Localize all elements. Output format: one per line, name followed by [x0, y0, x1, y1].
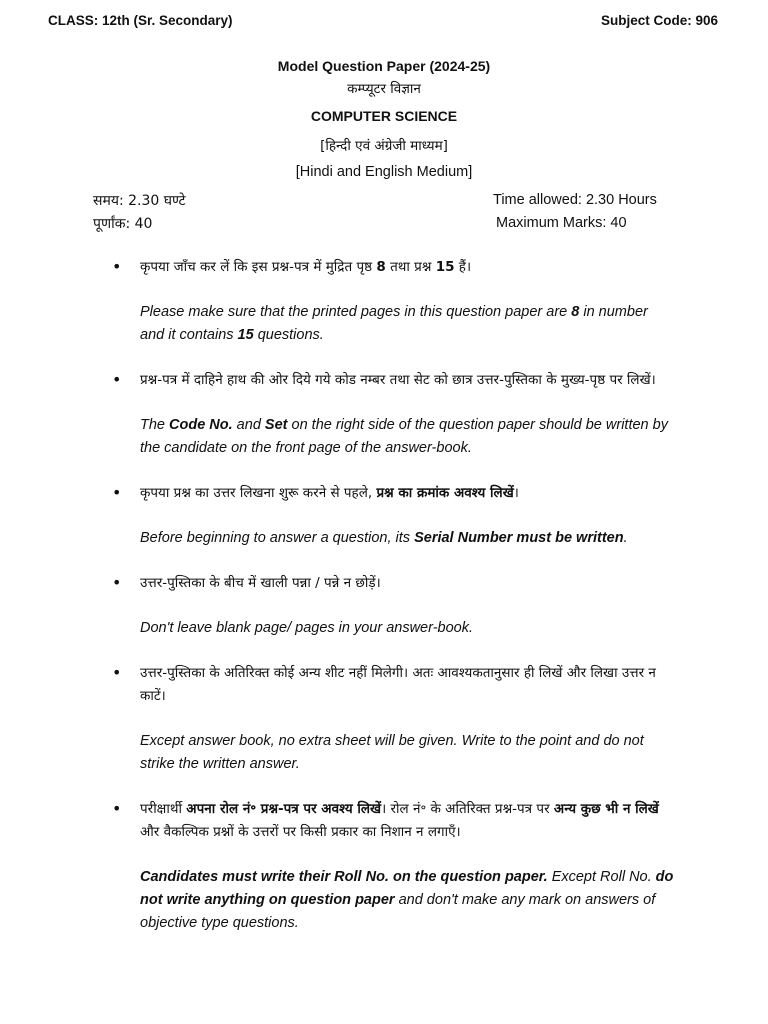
instruction-hindi: प्रश्न-पत्र में दाहिने हाथ की ओर दिये गये कोड नम्बर तथा सेट को छात्र उत्तर-पुस्तिका के मुख्य-पृष्ठ पर लिखें।	[140, 372, 656, 388]
instruction-english: Candidates must write their Roll No. on the question paper. Except Roll No. do not write anything on question paper and don't make any mark on answers of objective type questions.	[140, 869, 674, 931]
instruction-item	[112, 256, 676, 347]
bullet-icon: •	[112, 370, 122, 389]
instruction-hindi: उत्तर-पुस्तिका के अतिरिक्त कोई अन्य शीट नहीं मिलेगी। अतः आवश्यकतानुसार ही लिखें और लिखा उत्तर न काटें।	[140, 665, 656, 704]
instruction-hindi: कृपया जाँच कर लें कि इस प्रश्न-पत्र में मुद्रित पृष्ठ 8 तथा प्रश्न 15 हैं।	[140, 259, 472, 275]
class-label: CLASS: 12th (Sr. Secondary)	[48, 13, 233, 28]
instructions-list	[112, 256, 676, 935]
bullet-icon: •	[112, 663, 122, 682]
instruction-hindi: उत्तर-पुस्तिका के बीच में खाली पन्ना / पन्ने न छोड़ें।	[140, 575, 381, 591]
instruction-hindi: परीक्षार्थी अपना रोल नं॰ प्रश्न-पत्र पर अवश्य लिखें। रोल नं॰ के अतिरिक्त प्रश्न-पत्र पर अन्य कुछ भी न लिखें और वैकल्पिक प्रश्नों के उत्तरों पर किसी प्रकार का निशान न लगाएँ।	[140, 801, 659, 840]
instruction-hindi: कृपया प्रश्न का उत्तर लिखना शुरू करने से पहले, प्रश्न का क्रमांक अवश्य लिखें।	[140, 485, 519, 501]
instruction-item	[112, 662, 676, 776]
instruction-english: Don't leave blank page/ pages in your answer-book.	[140, 620, 473, 636]
medium-hindi: [हिन्दी एवं अंग्रेजी माध्यम]	[320, 138, 448, 154]
instruction-english: Please make sure that the printed pages in this question paper are 8 in number and it contains 15 questions.	[140, 304, 648, 343]
instruction-item	[112, 369, 676, 460]
bullet-icon: •	[112, 799, 122, 818]
instruction-english: Except answer book, no extra sheet will be given. Write to the point and do not strike the written answer.	[140, 733, 644, 772]
instruction-english: The Code No. and Set on the right side of the question paper should be written by the candidate on the front page of the answer-book.	[140, 417, 668, 456]
instruction-item	[112, 482, 676, 550]
instruction-english: Before beginning to answer a question, its Serial Number must be written.	[140, 530, 628, 546]
bullet-icon: •	[112, 257, 122, 276]
subject-code: Subject Code: 906	[600, 13, 718, 28]
marks-english: Maximum Marks: 40	[496, 215, 627, 231]
time-english: Time allowed: 2.30 Hours	[493, 192, 657, 208]
subject-english: COMPUTER SCIENCE	[310, 108, 458, 124]
instruction-item	[112, 572, 676, 640]
subject-hindi: कम्प्यूटर विज्ञान	[347, 81, 421, 97]
bullet-icon: •	[112, 483, 122, 502]
time-hindi: समय: 2.30 घण्टे	[93, 193, 186, 209]
page-header	[48, 13, 718, 31]
paper-title: Model Question Paper (2024-25)	[277, 58, 491, 74]
instruction-item	[112, 798, 676, 935]
bullet-icon: •	[112, 573, 122, 592]
medium-english: [Hindi and English Medium]	[295, 164, 473, 180]
marks-hindi: पूर्णांक: 40	[93, 216, 153, 232]
